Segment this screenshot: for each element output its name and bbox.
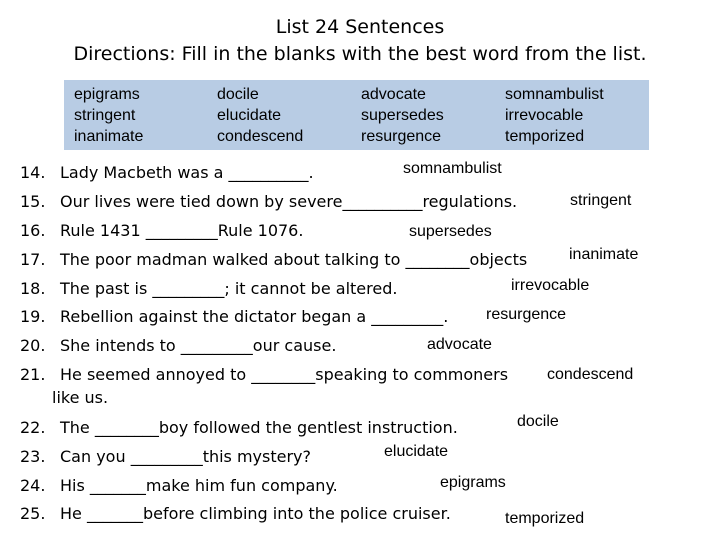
word-column-2 xyxy=(217,84,303,147)
sentence-15 xyxy=(20,192,517,211)
sentence-number: 21. xyxy=(20,365,46,384)
sentence-number: 14. xyxy=(20,163,46,182)
sentence-23 xyxy=(20,447,311,466)
word: docile xyxy=(217,86,259,103)
word: irrevocable xyxy=(505,107,584,124)
word: epigrams xyxy=(74,86,140,103)
sentence-text: The poor madman walked about talking to ________objects xyxy=(60,250,528,269)
sentence-text: Lady Macbeth was a __________. xyxy=(60,163,314,182)
sentence-17 xyxy=(20,250,527,269)
answer-14: somnambulist xyxy=(403,160,502,177)
sentence-number: 25. xyxy=(20,504,46,523)
word: temporized xyxy=(505,128,585,145)
word: supersedes xyxy=(361,107,444,124)
sentence-number: 16. xyxy=(20,221,46,240)
sentence-21 xyxy=(20,365,508,384)
sentence-text: She intends to _________our cause. xyxy=(60,336,337,355)
sentence-24 xyxy=(20,476,338,495)
sentence-text: He seemed annoyed to ________speaking to commoners xyxy=(60,365,509,384)
word: resurgence xyxy=(361,128,442,145)
sentence-number: 24. xyxy=(20,476,46,495)
sentence-25 xyxy=(20,504,451,523)
sentence-text: The past is _________; it cannot be altered. xyxy=(60,279,398,298)
page-title: List 24 Sentences xyxy=(275,16,445,38)
sentence-number: 20. xyxy=(20,336,46,355)
answer-18: irrevocable xyxy=(511,277,590,294)
word: advocate xyxy=(361,86,426,103)
word-column-3 xyxy=(361,84,444,147)
answer-21: condescend xyxy=(547,366,634,383)
sentence-text: Rule 1431 _________Rule 1076. xyxy=(60,221,304,240)
answer-23: elucidate xyxy=(384,443,449,460)
word: inanimate xyxy=(74,128,144,145)
sentence-number: 15. xyxy=(20,192,46,211)
word: condescend xyxy=(217,128,304,145)
word-column-4 xyxy=(505,84,604,147)
sentence-21-continuation: like us. xyxy=(52,388,109,407)
sentence-text: He _______before climbing into the police cruiser. xyxy=(60,504,451,523)
answer-24: epigrams xyxy=(440,474,506,491)
word: somnambulist xyxy=(505,86,604,103)
word: stringent xyxy=(74,107,136,124)
sentence-number: 22. xyxy=(20,418,46,437)
sentence-18 xyxy=(20,279,397,298)
word-column-1 xyxy=(74,84,143,147)
sentence-number: 18. xyxy=(20,279,46,298)
answer-15: stringent xyxy=(570,192,632,209)
directions: Directions: Fill in the blanks with the best word from the list. xyxy=(73,43,647,65)
sentence-number: 19. xyxy=(20,307,46,326)
sentence-22 xyxy=(20,418,458,437)
answer-17: inanimate xyxy=(569,246,639,263)
word-list-box xyxy=(64,80,649,150)
sentence-number: 17. xyxy=(20,250,46,269)
sentence-text: Rebellion against the dictator began a _________. xyxy=(60,307,449,326)
answer-25: temporized xyxy=(505,510,585,527)
answer-19: resurgence xyxy=(486,306,567,323)
sentence-text: His _______make him fun company. xyxy=(60,476,338,495)
answer-16: supersedes xyxy=(409,223,492,240)
sentence-20 xyxy=(20,336,336,355)
sentence-text: The ________boy followed the gentlest instruction. xyxy=(60,418,458,437)
sentence-19 xyxy=(20,307,448,326)
sentence-number: 23. xyxy=(20,447,46,466)
sentence-text: Our lives were tied down by severe__________regulations. xyxy=(60,192,518,211)
sentence-14 xyxy=(20,163,314,182)
answer-20: advocate xyxy=(427,336,492,353)
word: elucidate xyxy=(217,107,282,124)
sentence-16 xyxy=(20,221,303,240)
answer-22: docile xyxy=(517,413,559,430)
sentence-text: Can you _________this mystery? xyxy=(60,447,312,466)
